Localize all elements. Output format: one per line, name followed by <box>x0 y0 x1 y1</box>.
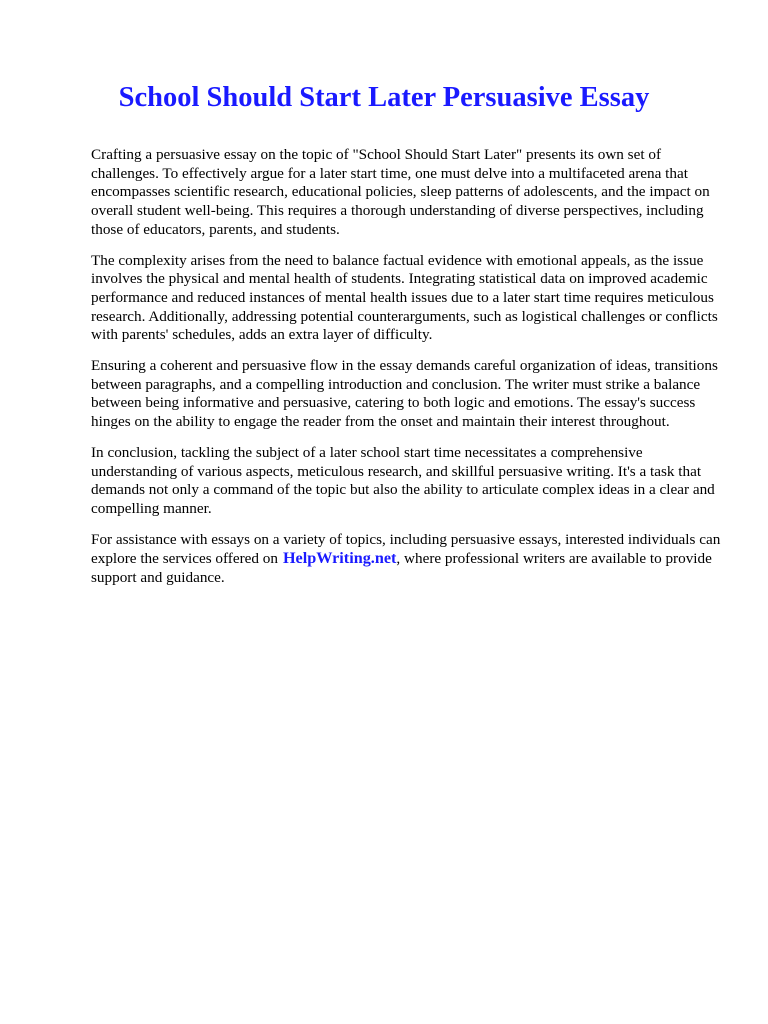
helpwriting-link[interactable]: HelpWriting.net <box>282 549 397 568</box>
essay-body <box>91 146 731 600</box>
paragraph-assistance <box>91 531 731 588</box>
assistance-text-before-link: For assistance with essays on a variety of topics, including persuasive essays, interested individuals can explore the services offered on <box>91 530 721 568</box>
paragraph-organization: Ensuring a coherent and persuasive flow in the essay demands careful organization of ideas, transitions between paragraphs, and a compelling introduction and conclusion. The writer must strike a balance between being informative and persuasive, catering to both logic and emotions. The essay's success hinges on the ability to engage the reader from the onset and maintain their interest throughout. <box>91 357 718 431</box>
paragraph-conclusion: In conclusion, tackling the subject of a later school start time necessitates a comprehensive understanding of various aspects, meticulous research, and skillful persuasive writing. It's a task that demands not only a command of the topic but also the ability to articulate complex ideas in a clear and compelling manner. <box>91 443 715 517</box>
paragraph-complexity: The complexity arises from the need to balance factual evidence with emotional appeals, as the issue involves the physical and mental health of students. Integrating statistical data on improved academic performance and reduced instances of mental health issues due to a later start time requires meticulous research. Additionally, addressing potential counterarguments, such as logistical challenges or conflicts with parents' schedules, adds an extra layer of difficulty. <box>91 251 718 344</box>
page-title: School Should Start Later Persuasive Essay <box>118 82 650 113</box>
paragraph-intro: Crafting a persuasive essay on the topic of "School Should Start Later" presents its own set of challenges. To effectively argue for a later start time, one must delve into a multifaceted arena that encompasses scientific research, educational policies, sleep patterns of adolescents, and the impact on overall student well-being. This requires a thorough understanding of diverse perspectives, including those of educators, parents, and students. <box>91 146 710 238</box>
assistance-text-after-link: , where professional writers are available to provide support and guidance. <box>91 550 712 587</box>
